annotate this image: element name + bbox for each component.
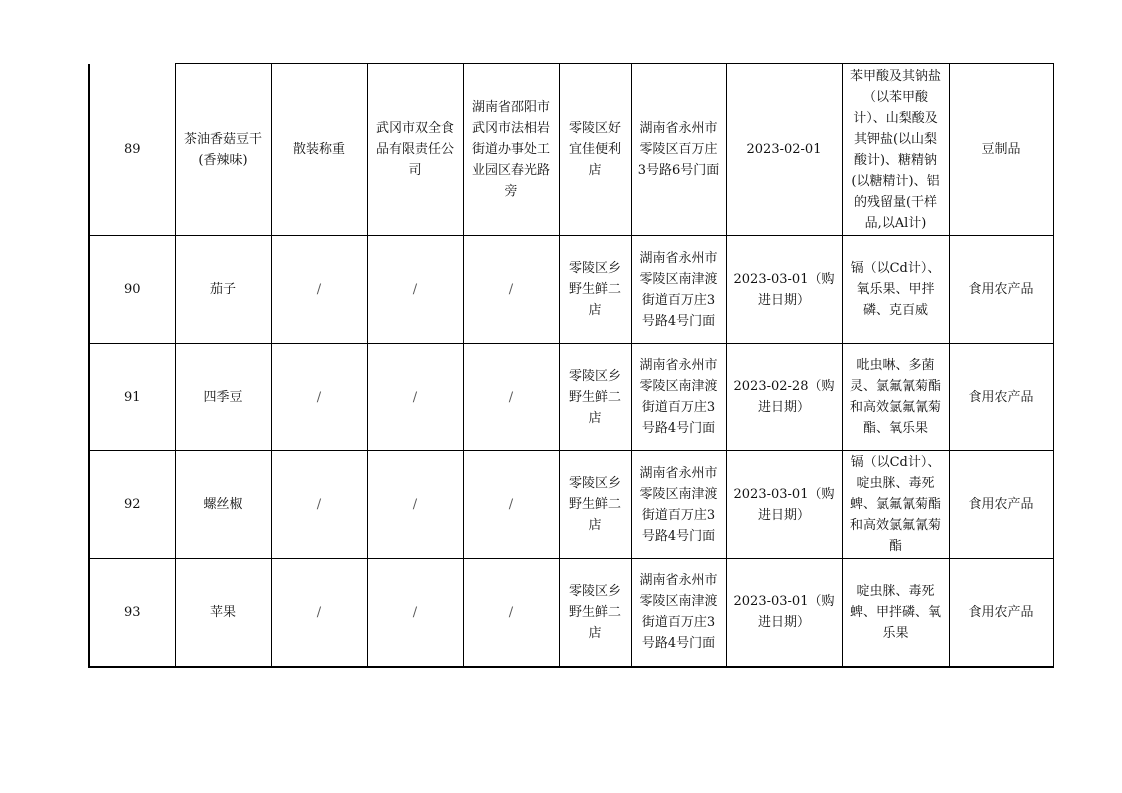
test-items: 吡虫啉、多菌灵、氯氟氰菊酯和高效氯氟氰菊酯、氧乐果 [842,344,949,451]
producer-address: 湖南省邵阳市武冈市法相岩街道办事处工业园区春光路旁 [463,64,559,236]
seller-name: 零陵区乡野生鲜二店 [559,451,631,559]
inspection-table [88,63,1054,668]
producer-name: / [367,451,463,559]
food-category: 食用农产品 [949,344,1053,451]
product-spec: / [271,236,367,344]
food-category: 食用农产品 [949,451,1053,559]
seller-name: 零陵区好宜佳便利店 [559,64,631,236]
row-number: 89 [89,64,175,236]
seller-address: 湖南省永州市零陵区南津渡街道百万庄3号路4号门面 [631,451,726,559]
producer-address: / [463,236,559,344]
producer-name: / [367,344,463,451]
test-items: 啶虫脒、毒死蜱、甲拌磷、氧乐果 [842,559,949,667]
seller-name: 零陵区乡野生鲜二店 [559,344,631,451]
product-spec: / [271,559,367,667]
product-name: 苹果 [175,559,271,667]
row-number: 92 [89,451,175,559]
test-items: 镉（以Cd计）、啶虫脒、毒死蜱、氯氟氰菊酯和高效氯氟氰菊酯 [842,451,949,559]
food-category: 豆制品 [949,64,1053,236]
test-items: 苯甲酸及其钠盐（以苯甲酸计）、山梨酸及其钾盐(以山梨酸计)、糖精钠(以糖精计)、铝的残留量(干样品,以Al计) [842,64,949,236]
product-name: 茄子 [175,236,271,344]
seller-address: 湖南省永州市零陵区南津渡街道百万庄3号路4号门面 [631,344,726,451]
test-items: 镉（以Cd计）、氧乐果、甲拌磷、克百威 [842,236,949,344]
row-number: 91 [89,344,175,451]
producer-name: / [367,236,463,344]
producer-address: / [463,344,559,451]
table-row [89,451,1053,559]
product-name: 四季豆 [175,344,271,451]
product-spec: / [271,344,367,451]
production-date: 2023-03-01（购进日期） [726,236,842,344]
producer-address: / [463,559,559,667]
seller-address: 湖南省永州市零陵区百万庄3号路6号门面 [631,64,726,236]
row-number: 93 [89,559,175,667]
product-spec: 散装称重 [271,64,367,236]
seller-name: 零陵区乡野生鲜二店 [559,559,631,667]
seller-name: 零陵区乡野生鲜二店 [559,236,631,344]
food-category: 食用农产品 [949,236,1053,344]
seller-address: 湖南省永州市零陵区南津渡街道百万庄3号路4号门面 [631,236,726,344]
production-date: 2023-02-28（购进日期） [726,344,842,451]
table-row [89,344,1053,451]
table-row [89,236,1053,344]
production-date: 2023-03-01（购进日期） [726,451,842,559]
product-name: 螺丝椒 [175,451,271,559]
producer-name: 武冈市双全食品有限责任公司 [367,64,463,236]
producer-name: / [367,559,463,667]
product-name: 茶油香菇豆干(香辣味) [175,64,271,236]
seller-address: 湖南省永州市零陵区南津渡街道百万庄3号路4号门面 [631,559,726,667]
row-number: 90 [89,236,175,344]
table-row [89,559,1053,667]
food-category: 食用农产品 [949,559,1053,667]
table-row [89,64,1053,236]
production-date: 2023-02-01 [726,64,842,236]
producer-address: / [463,451,559,559]
production-date: 2023-03-01（购进日期） [726,559,842,667]
product-spec: / [271,451,367,559]
